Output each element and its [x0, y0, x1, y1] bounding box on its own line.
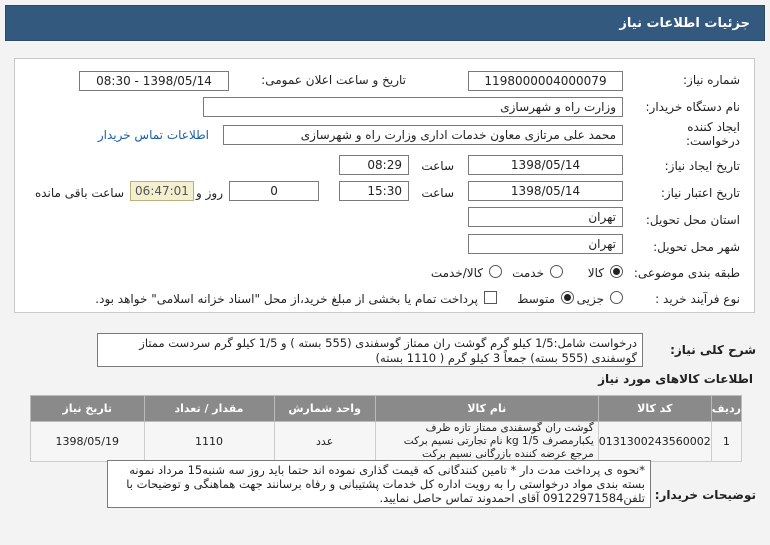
create-time-field: 08:29	[339, 155, 409, 175]
process-medium-label: متوسط	[517, 292, 555, 306]
category-service-label: خدمت	[512, 266, 544, 280]
creator-label	[686, 120, 740, 148]
col-date: تاریخ نیاز	[31, 396, 145, 422]
items-section-title: اطلاعات کالاهای مورد نیاز	[598, 372, 753, 386]
description-label: شرح کلی نیاز:	[670, 343, 756, 357]
cell-unit: عدد	[274, 422, 375, 462]
col-row: ردیف	[711, 396, 741, 422]
remaining-time-field: 06:47:01	[130, 181, 194, 201]
process-minor-label: جزیی	[576, 292, 604, 306]
buyer-org-label: نام دستگاه خریدار:	[645, 100, 740, 114]
treasury-payment-checkbox[interactable]	[484, 291, 497, 304]
city-label: شهر محل تحویل:	[653, 240, 740, 254]
page-header	[5, 5, 765, 41]
cell-row: 1	[711, 422, 741, 462]
cell-name: گوشت ران گوسفندی ممتاز تازه ظرف یکبارمصرف 1/5 kg نام تجارتی نسیم برکت مرجع عرضه کننده بازرگانی نسیم برکت	[375, 422, 598, 462]
buyer-notes-label: توضیحات خریدار:	[654, 488, 756, 502]
cell-code: 0131300243560002	[598, 422, 711, 462]
city-field: تهران	[468, 234, 623, 254]
items-table	[30, 395, 742, 462]
col-name: نام کالا	[375, 396, 598, 422]
category-both-radio[interactable]	[489, 265, 502, 278]
category-label: طبقه بندی موضوعی:	[633, 266, 740, 280]
need-number-field: 1198000004000079	[468, 71, 623, 91]
need-info-panel	[14, 58, 755, 313]
remaining-label: ساعت باقی مانده	[34, 186, 124, 200]
description-box: درخواست شامل:1/5 کیلو گرم گوشت ران ممتاز گوسفندی (555 بسته ) و 1/5 کیلو گرم سردست ممتاز گوسفندی (555 بسته) جمعاً 3 کیلو گرم ( 1110 بسته)	[97, 333, 643, 367]
creator-label-line1: ایجاد کننده	[687, 120, 740, 134]
creator-field: محمد علی مرتازی معاون خدمات اداری وزارت راه و شهرسازی	[223, 125, 623, 145]
buyer-notes-box: *نحوه ی پرداخت مدت دار * تامین کنندگانی که قیمت گذاری نموده اند حتما باید روز سه شنبه15 مرداد نمونه بسته بندی مواد درخواستی را به رویت اداره کل خدمات پشتیبانی و رفاه برسانند جهت هماهنگی و توضیحات با تلفن09122971584 آقای احمدوند تماس حاصل نمایید.	[107, 460, 651, 508]
province-label: استان محل تحویل:	[645, 213, 740, 227]
treasury-payment-note: پرداخت تمام یا بخشی از مبلغ خرید،از محل "اسناد خزانه اسلامی" خواهد بود.	[95, 292, 478, 306]
cell-qty: 1110	[144, 422, 274, 462]
validity-label: تاریخ اعتبار نیاز:	[660, 186, 740, 200]
process-minor-radio[interactable]	[610, 291, 623, 304]
buyer-org-field: وزارت راه و شهرسازی	[203, 97, 623, 117]
need-number-label: شماره نیاز:	[683, 73, 740, 87]
process-label: نوع فرآیند خرید :	[655, 292, 740, 306]
page-title: جزئیات اطلاعات نیاز	[619, 15, 750, 31]
validity-time-label: ساعت	[421, 186, 454, 200]
col-code: کد کالا	[598, 396, 711, 422]
col-qty: مقدار / تعداد	[144, 396, 274, 422]
buyer-contact-link[interactable]: اطلاعات تماس خریدار	[97, 128, 209, 142]
cell-date: 1398/05/19	[31, 422, 145, 462]
process-medium-radio[interactable]	[561, 291, 574, 304]
validity-date-field: 1398/05/14	[468, 181, 623, 201]
validity-time-field: 15:30	[339, 181, 409, 201]
days-label: روز و	[196, 186, 223, 200]
create-time-label: ساعت	[421, 159, 454, 173]
days-remaining-field: 0	[229, 181, 319, 201]
category-both-label: کالا/خدمت	[430, 266, 483, 280]
category-goods-radio[interactable]	[610, 265, 623, 278]
col-unit: واحد شمارش	[274, 396, 375, 422]
creator-label-line2: درخواست:	[686, 134, 740, 148]
create-date-field: 1398/05/14	[468, 155, 623, 175]
category-goods-label: کالا	[587, 266, 604, 280]
announce-date-label: تاریخ و ساعت اعلان عمومی:	[261, 73, 406, 87]
province-field: تهران	[468, 207, 623, 227]
create-date-label: تاریخ ایجاد نیاز:	[664, 159, 740, 173]
announce-date-field: 1398/05/14 - 08:30	[79, 71, 229, 91]
category-service-radio[interactable]	[550, 265, 563, 278]
table-row	[31, 422, 742, 462]
